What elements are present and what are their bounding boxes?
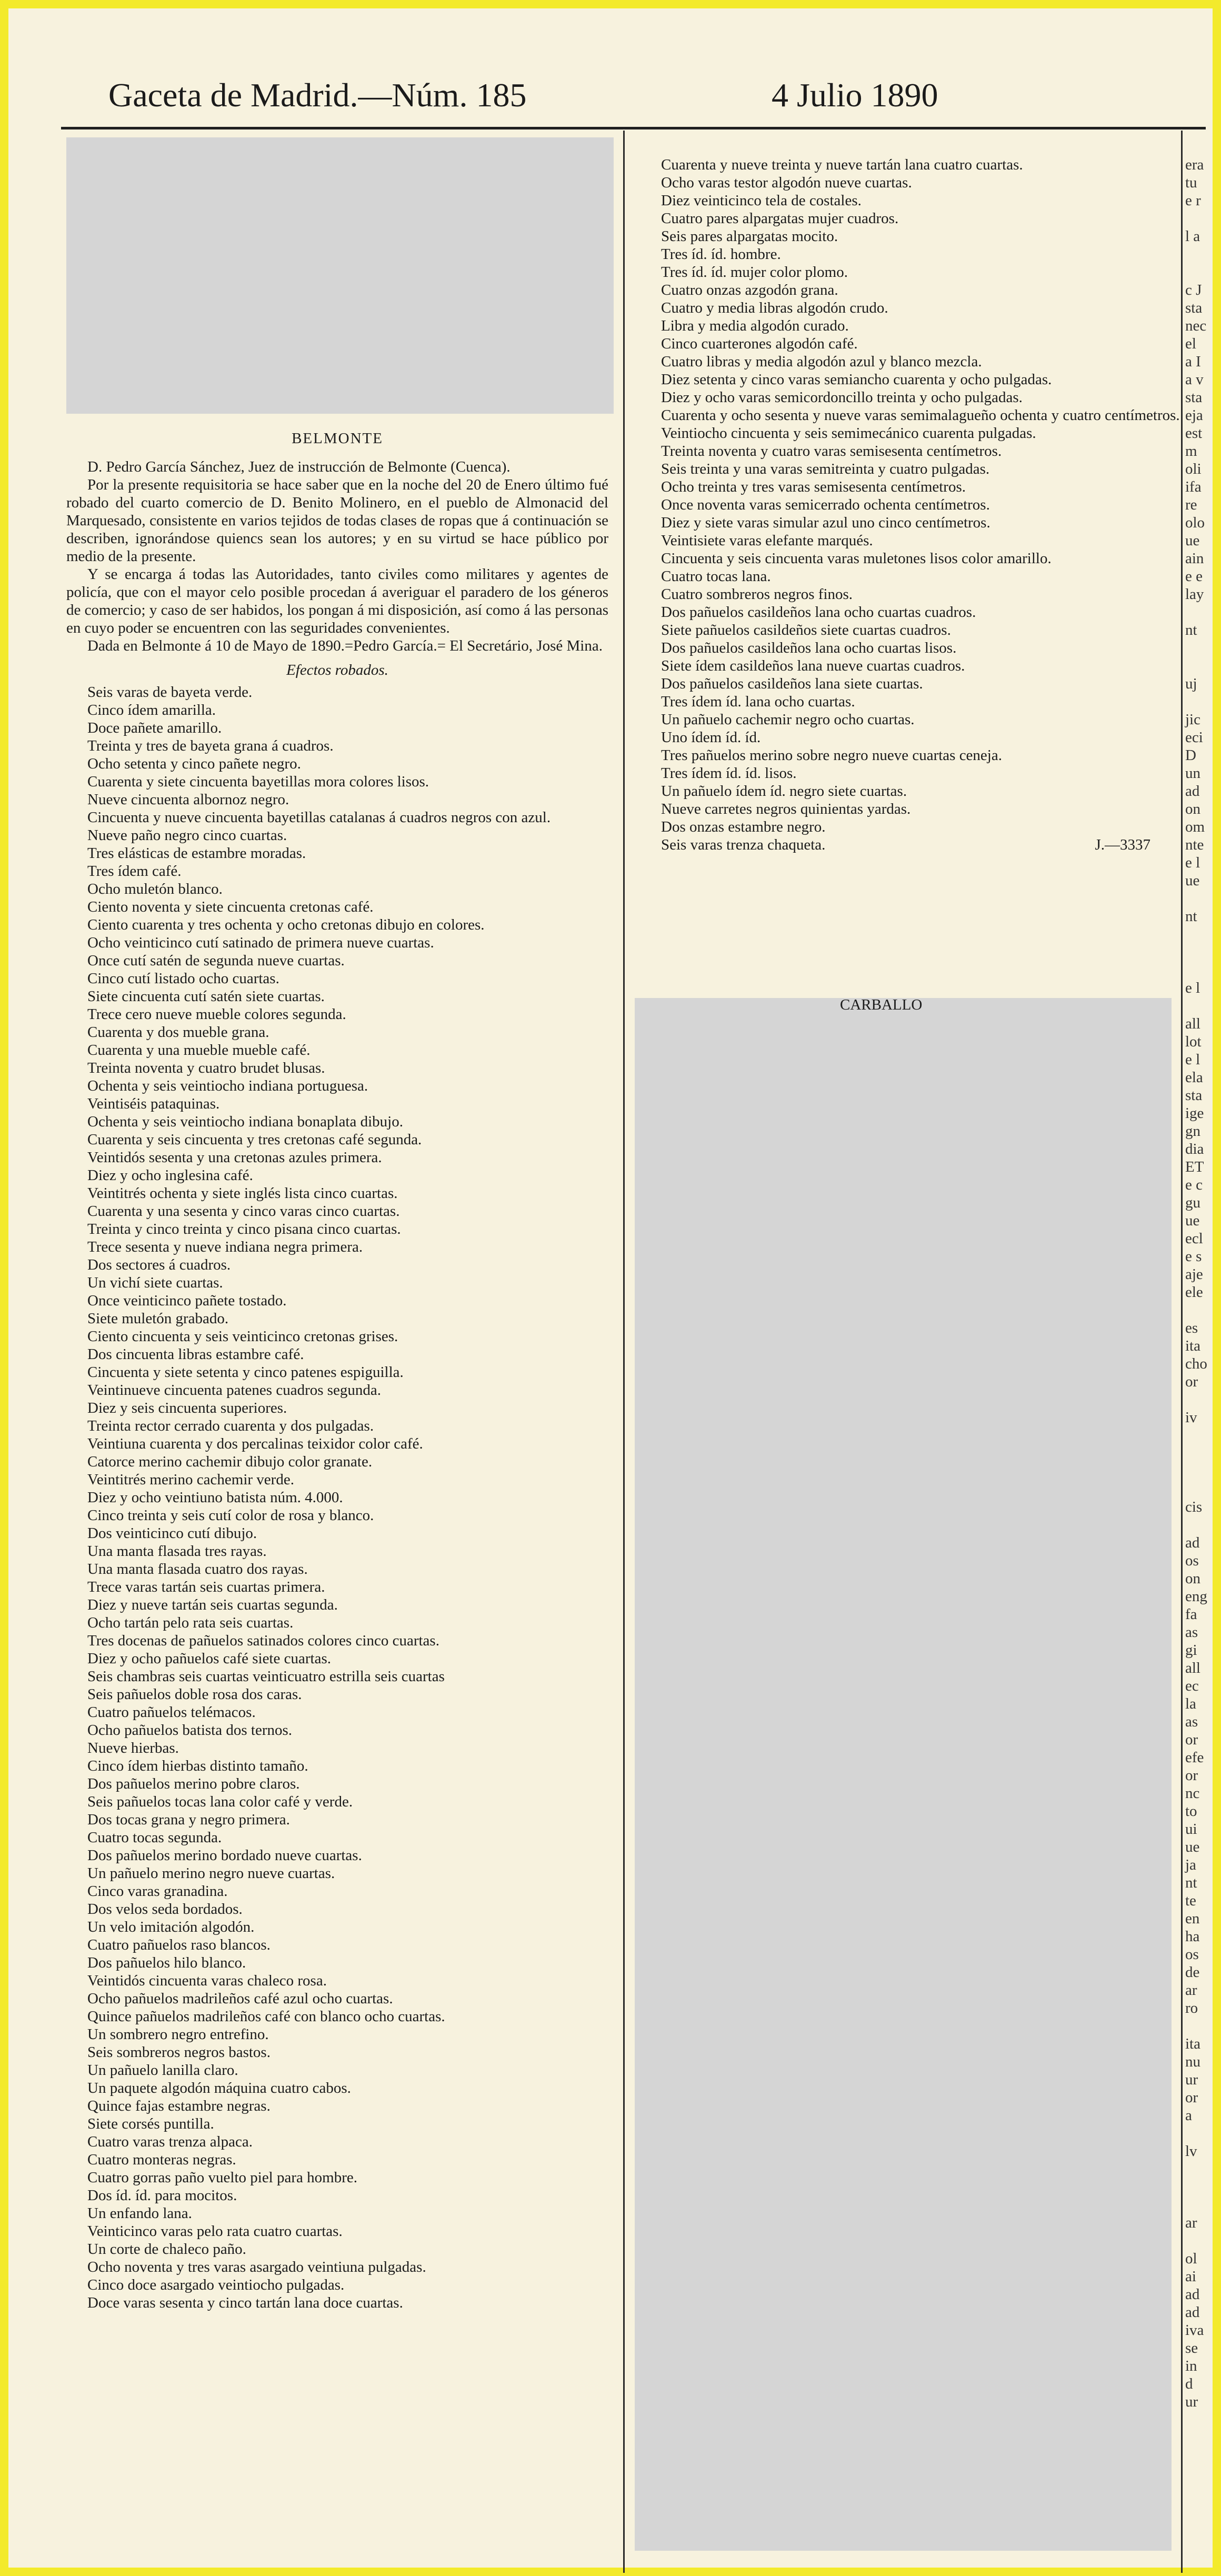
edge-fragment-line: eja bbox=[1185, 407, 1203, 424]
list-item: Veintisiete varas elefante marqués. bbox=[661, 532, 873, 549]
edge-fragment-line: ar bbox=[1185, 2214, 1197, 2231]
edge-fragment-line: a v bbox=[1185, 371, 1204, 388]
list-item: Quince fajas estambre negras. bbox=[87, 2098, 271, 2114]
list-item: Ocho noventa y tres varas asargado veintiuna pulgadas. bbox=[87, 2259, 426, 2275]
list-item: Ocho varas testor algodón nueve cuartas. bbox=[661, 174, 912, 191]
list-item: Cinco varas granadina. bbox=[87, 1883, 228, 1900]
edge-fragment-line bbox=[1185, 657, 1217, 675]
list-item: Tres docenas de pañuelos satinados colores cinco cuartas. bbox=[87, 1632, 439, 1649]
edge-fragment-line: la bbox=[1185, 1695, 1196, 1712]
edge-fragment-line: ita bbox=[1185, 2035, 1200, 2052]
list-item: Cinco treinta y seis cutí color de rosa y blanco. bbox=[87, 1507, 374, 1524]
list-item: Treinta y cinco treinta y cinco pisana cinco cuartas. bbox=[87, 1221, 401, 1237]
list-item: Cuatro varas trenza alpaca. bbox=[87, 2133, 253, 2150]
list-item: Once noventa varas semicerrado ochenta centímetros. bbox=[661, 496, 990, 513]
list-item: Dos íd. íd. para mocitos. bbox=[87, 2187, 237, 2204]
page-header bbox=[108, 72, 1035, 119]
list-item: Ciento cuarenta y tres ochenta y ocho cretonas dibujo en colores. bbox=[87, 916, 485, 933]
list-item: Treinta noventa y cuatro brudet blusas. bbox=[87, 1060, 325, 1076]
edge-fragment-line: en bbox=[1185, 1910, 1200, 1927]
list-item: Treinta y tres de bayeta grana á cuadros. bbox=[87, 737, 334, 754]
edge-fragment-line: efe bbox=[1185, 1749, 1204, 1766]
edge-fragment-line: te bbox=[1185, 1892, 1196, 1909]
list-item: Uno ídem íd. íd. bbox=[661, 729, 761, 746]
list-item: Cincuenta y seis cincuenta varas muletones lisos color amarillo. bbox=[661, 550, 1052, 567]
list-item: Un pañuelo lanilla claro. bbox=[87, 2062, 238, 2079]
edge-fragment-line bbox=[1185, 1301, 1217, 1319]
edge-fragment-line: nt bbox=[1185, 908, 1197, 925]
edge-fragment-line: ET bbox=[1185, 1159, 1204, 1175]
list-item: Diez y ocho pañuelos café siete cuartas. bbox=[87, 1650, 331, 1667]
edge-fragment-line: c J bbox=[1185, 282, 1202, 298]
edge-fragment-line: ita bbox=[1185, 1337, 1200, 1354]
list-item: Veintinueve cincuenta patenes cuadros segunda. bbox=[87, 1382, 382, 1399]
list-item: Cuatro pares alpargatas mujer cuadros. bbox=[661, 210, 899, 227]
edge-fragment-line: gu bbox=[1185, 1194, 1200, 1211]
list-item: Ocho pañuelos batista dos ternos. bbox=[87, 1722, 293, 1739]
edge-fragment-line: ad bbox=[1185, 2286, 1200, 2303]
list-item: Cinco cuarterones algodón café. bbox=[661, 335, 858, 352]
edge-fragment-line: ain bbox=[1185, 550, 1204, 567]
final-item-row bbox=[640, 836, 1182, 854]
edge-fragment-line: oli bbox=[1185, 461, 1202, 477]
list-item: Cuatro tocas lana. bbox=[661, 568, 771, 585]
edge-fragment-line: ue bbox=[1185, 872, 1200, 889]
edge-fragment-line: gi bbox=[1185, 1642, 1197, 1659]
edge-fragment-line bbox=[1185, 961, 1217, 979]
edge-fragment-line bbox=[1185, 2124, 1217, 2142]
list-item: Un vichí siete cuartas. bbox=[87, 1274, 223, 1291]
edge-fragment-line: or bbox=[1185, 1373, 1198, 1390]
edge-fragment-line: lot bbox=[1185, 1033, 1202, 1050]
list-item: Dos pañuelos casildeños lana ocho cuartas cuadros. bbox=[661, 604, 976, 621]
list-item: Ocho setenta y cinco pañete negro. bbox=[87, 755, 301, 772]
list-item: Seis sombreros negros bastos. bbox=[87, 2044, 271, 2061]
list-item: Ocho pañuelos madrileños café azul ocho cuartas. bbox=[87, 1990, 393, 2007]
list-item: Once veinticinco pañete tostado. bbox=[87, 1292, 287, 1309]
edge-fragment-line bbox=[1185, 943, 1217, 961]
list-item: Siete muletón grabado. bbox=[87, 1310, 229, 1327]
edge-fragment-line: uj bbox=[1185, 675, 1197, 692]
edge-fragment-line: lv bbox=[1185, 2143, 1197, 2160]
edge-fragment-line: ue bbox=[1185, 1212, 1200, 1229]
edge-fragment-line: l a bbox=[1185, 228, 1200, 245]
section-heading-belmonte: BELMONTE bbox=[292, 430, 383, 447]
list-item: Un enfando lana. bbox=[87, 2205, 192, 2222]
edge-fragment-line: e s bbox=[1185, 1248, 1202, 1265]
list-item: Diez y seis cincuenta superiores. bbox=[87, 1400, 287, 1416]
edge-fragment-line bbox=[1185, 1391, 1217, 1409]
edge-fragment-line bbox=[1185, 245, 1217, 263]
edge-fragment-line: or bbox=[1185, 2089, 1198, 2106]
edge-fragment-line: os bbox=[1185, 1946, 1199, 1963]
list-item: Seis pañuelos tocas lana color café y verde. bbox=[87, 1793, 353, 1810]
list-item: Siete cincuenta cutí satén siete cuartas. bbox=[87, 988, 325, 1005]
list-item: Dos tocas grana y negro primera. bbox=[87, 1811, 290, 1828]
list-item: Cinco cutí listado ocho cuartas. bbox=[87, 970, 279, 987]
list-item: Quince pañuelos madrileños café con blanco ocho cuartas. bbox=[87, 2008, 445, 2025]
edge-fragment-line: cis bbox=[1185, 1499, 1203, 1515]
edge-fragment-line bbox=[1185, 925, 1217, 943]
edge-fragment-line: olo bbox=[1185, 514, 1205, 531]
list-item: Seis varas trenza chaqueta. bbox=[661, 836, 826, 853]
edge-fragment-line: jic bbox=[1185, 711, 1200, 728]
edge-fragment-line: fa bbox=[1185, 1606, 1197, 1623]
edge-fragment-line bbox=[1185, 639, 1217, 657]
edge-fragment-line: nu bbox=[1185, 2053, 1200, 2070]
list-item: Cuatro onzas azgodón grana. bbox=[661, 282, 838, 298]
list-item: Diez y siete varas simular azul uno cinco centímetros. bbox=[661, 514, 990, 531]
list-item: Una manta flasada cuatro dos rayas. bbox=[87, 1561, 308, 1577]
edge-fragment-line: est bbox=[1185, 425, 1203, 442]
edge-fragment-line bbox=[1185, 2232, 1217, 2250]
list-item: Dos sectores á cuadros. bbox=[87, 1256, 231, 1273]
edge-fragment-line: ue bbox=[1185, 532, 1200, 549]
list-item: Siete corsés puntilla. bbox=[87, 2115, 214, 2132]
list-item: Tres elásticas de estambre moradas. bbox=[87, 845, 306, 862]
edge-fragment-line: ela bbox=[1185, 1069, 1203, 1086]
edge-fragment-line: e r bbox=[1185, 192, 1201, 209]
edge-fragment-line: iv bbox=[1185, 1409, 1197, 1426]
list-item: Un pañuelo ídem íd. negro siete cuartas. bbox=[661, 783, 907, 800]
edge-fragment-line: eci bbox=[1185, 729, 1203, 746]
gazette-title: Gaceta de Madrid.—Núm. 185 bbox=[108, 76, 527, 114]
list-item: Catorce merino cachemir dibujo color granate. bbox=[87, 1453, 373, 1470]
list-item: Diez y ocho veintiuno batista núm. 4.000. bbox=[87, 1489, 343, 1506]
edge-fragment-line: ur bbox=[1185, 2393, 1198, 2410]
edge-fragment-line: re bbox=[1185, 496, 1197, 513]
list-item: Tres íd. íd. hombre. bbox=[661, 246, 781, 263]
list-item: Trece varas tartán seis cuartas primera. bbox=[87, 1579, 325, 1595]
list-item: Cuarenta y seis cincuenta y tres cretonas café segunda. bbox=[87, 1131, 422, 1148]
list-item: Diez setenta y cinco varas semiancho cuarenta y ocho pulgadas. bbox=[661, 371, 1052, 388]
list-item: Diez veinticinco tela de costales. bbox=[661, 192, 862, 209]
cut-heading bbox=[840, 996, 945, 1003]
issue-date: 4 Julio 1890 bbox=[772, 76, 938, 114]
edge-fragment-line: to bbox=[1185, 1803, 1197, 1820]
edge-fragment-line bbox=[1185, 2160, 1217, 2178]
list-item: Cuatro y media libras algodón crudo. bbox=[661, 299, 888, 316]
list-item: Treinta noventa y cuatro varas semisesenta centímetros. bbox=[661, 443, 1002, 460]
edge-fragment-line bbox=[1185, 263, 1217, 281]
list-item: Dos pañuelos hilo blanco. bbox=[87, 1954, 246, 1971]
list-item: Ocho veinticinco cutí satinado de primera nueve cuartas. bbox=[87, 934, 434, 951]
list-item: Cincuenta y nueve cincuenta bayetillas catalanas á cuadros negros con azul. bbox=[87, 809, 551, 826]
edge-fragment-line: all bbox=[1185, 1660, 1200, 1676]
edge-fragment-line: as bbox=[1185, 1713, 1198, 1730]
edge-fragment-line: nc bbox=[1185, 1785, 1200, 1802]
list-item: Trece sesenta y nueve indiana negra primera. bbox=[87, 1239, 363, 1255]
list-item: Dos veinticinco cutí dibujo. bbox=[87, 1525, 257, 1542]
list-item: Seis treinta y una varas semitreinta y cuatro pulgadas. bbox=[661, 461, 990, 477]
edge-fragment-line: e e bbox=[1185, 568, 1203, 585]
list-item: Veinticinco varas pelo rata cuatro cuartas. bbox=[87, 2223, 343, 2240]
edge-fragment-line: ifa bbox=[1185, 478, 1202, 495]
edge-fragment-line: ro bbox=[1185, 2000, 1198, 2016]
list-item: Cuatro pañuelos telémacos. bbox=[87, 1704, 256, 1721]
list-item: Cuatro monteras negras. bbox=[87, 2151, 236, 2168]
edge-fragment-line: ui bbox=[1185, 1821, 1197, 1838]
edge-fragment-line bbox=[1185, 1444, 1217, 1462]
edge-fragment-line: e c bbox=[1185, 1176, 1203, 1193]
edge-fragment-line: era bbox=[1185, 156, 1204, 173]
list-item: Veintitrés merino cachemir verde. bbox=[87, 1471, 294, 1488]
edge-fragment-line: cho bbox=[1185, 1355, 1207, 1372]
list-item: Seis pañuelos doble rosa dos caras. bbox=[87, 1686, 302, 1703]
list-item: Tres ídem íd. íd. lisos. bbox=[661, 765, 797, 782]
column-rule-1 bbox=[623, 131, 625, 2573]
edge-fragment-line: ad bbox=[1185, 2304, 1200, 2321]
edge-fragment-line: se bbox=[1185, 2340, 1198, 2357]
paragraph-1: D. Pedro García Sánchez, Juez de instrucción de Belmonte (Cuenca). bbox=[87, 458, 511, 475]
stolen-items-list bbox=[66, 683, 608, 2312]
list-item: Ocho treinta y tres varas semisesenta centímetros. bbox=[661, 478, 966, 495]
reference-number: J.—3337 bbox=[1095, 836, 1150, 853]
edge-fragment-line: ja bbox=[1185, 1856, 1196, 1873]
list-item: Cinco doce asargado veintiocho pulgadas. bbox=[87, 2277, 345, 2293]
edge-fragment-line: ige bbox=[1185, 1105, 1204, 1122]
list-item: Cuatro pañuelos raso blancos. bbox=[87, 1936, 271, 1953]
list-item: Doce pañete amarillo. bbox=[87, 720, 222, 736]
list-item: Seis chambras seis cuartas veinticuatro estrilla seis cuartas bbox=[87, 1668, 445, 1685]
list-item: Cincuenta y siete setenta y cinco patenes espiguilla. bbox=[87, 1364, 404, 1381]
list-item: Un paquete algodón máquina cuatro cabos. bbox=[87, 2080, 351, 2096]
edge-fragment-line: nte bbox=[1185, 836, 1204, 853]
edge-fragment-line: a I bbox=[1185, 353, 1201, 370]
edge-fragment-line: ai bbox=[1185, 2268, 1196, 2285]
list-item: Cuatro sombreros negros finos. bbox=[661, 586, 853, 603]
edge-fragment-line bbox=[1185, 997, 1217, 1015]
list-item: Ciento noventa y siete cincuenta cretonas café. bbox=[87, 898, 374, 915]
edge-fragment-line: D bbox=[1185, 747, 1196, 764]
list-item: Once cutí satén de segunda nueve cuartas. bbox=[87, 952, 345, 969]
list-item: Dos onzas estambre negro. bbox=[661, 818, 826, 835]
list-item: Veintitrés ochenta y siete inglés lista cinco cuartas. bbox=[87, 1185, 398, 1202]
paragraph-2: Por la presente requisitoria se hace saber que en la noche del 20 de Enero último fué robado del cuarto comercio de D. Benito Molinero, en el pueblo de Almonacid del Marquesado, consistente en varios tejidos de todas clases de ropas que á continuación se describen, ignorándose quiencs sean los autores; y en su virtud se hace público por medio de la presente. bbox=[66, 476, 608, 565]
edge-fragment-line: all bbox=[1185, 1015, 1200, 1032]
list-item: Una manta flasada tres rayas. bbox=[87, 1543, 267, 1560]
edge-fragment-line bbox=[1185, 1516, 1217, 1534]
edge-fragment-line: tu bbox=[1185, 174, 1197, 191]
list-item: Cinco ídem amarilla. bbox=[87, 702, 216, 718]
edge-fragment-line: os bbox=[1185, 1552, 1199, 1569]
edge-fragment-line bbox=[1185, 693, 1217, 711]
list-item: Nueve carretes negros quinientas yardas. bbox=[661, 801, 911, 817]
list-item: Libra y media algodón curado. bbox=[661, 317, 849, 334]
left-column bbox=[66, 430, 608, 2312]
edge-fragment-line: ol bbox=[1185, 2250, 1197, 2267]
edge-fragment-line: as bbox=[1185, 1624, 1198, 1641]
edge-fragment-line: ecl bbox=[1185, 1230, 1203, 1247]
edge-fragment-line: es bbox=[1185, 1320, 1198, 1336]
list-item: Tres pañuelos merino sobre negro nueve cuartas ceneja. bbox=[661, 747, 1002, 764]
list-item: Dos velos seda bordados. bbox=[87, 1901, 243, 1918]
list-item: Veintidós sesenta y una cretonas azules primera. bbox=[87, 1149, 382, 1166]
list-item: Siete ídem casildeños lana nueve cuartas cuadros. bbox=[661, 657, 965, 674]
edge-fragment-line: ur bbox=[1185, 2071, 1198, 2088]
edge-fragment-line: e l bbox=[1185, 1051, 1200, 1068]
edge-fragment-line: nec bbox=[1185, 317, 1207, 334]
list-item: Trece cero nueve mueble colores segunda. bbox=[87, 1006, 346, 1023]
edge-fragment-line: om bbox=[1185, 818, 1205, 835]
paragraph-3: Y se encarga á todas las Autoridades, tanto civiles como militares y agentes de policía, que con el mayor celo posible procedan á averiguar el paradero de los géneros de comercio; y caso de ser habidos, los pongan á mi disposición, así como á las personas en cuyo poder se encuentren con las seguridades convenientes. bbox=[66, 566, 608, 636]
edge-fragment-line: on bbox=[1185, 801, 1200, 817]
edge-fragment-line: gn bbox=[1185, 1123, 1200, 1140]
list-item: Cuatro libras y media algodón azul y blanco mezcla. bbox=[661, 353, 982, 370]
list-item: Cuatro tocas segunda. bbox=[87, 1829, 222, 1846]
edge-fragment-line: ele bbox=[1185, 1284, 1203, 1301]
list-item: Dos pañuelos casildeños lana ocho cuartas lisos. bbox=[661, 640, 957, 656]
edge-fragment-line: nt bbox=[1185, 1874, 1197, 1891]
edge-fragment-line: in bbox=[1185, 2358, 1197, 2374]
edge-fragment-line: on bbox=[1185, 1570, 1200, 1587]
edge-fragment-line bbox=[1185, 1480, 1217, 1498]
list-item: Un pañuelo cachemir negro ocho cuartas. bbox=[661, 711, 915, 728]
edge-fragment-line: ar bbox=[1185, 1982, 1197, 1999]
edge-fragment-line: ec bbox=[1185, 1678, 1199, 1694]
edge-fragment-line: iva bbox=[1185, 2322, 1204, 2339]
edge-fragment-line bbox=[1185, 209, 1217, 227]
image-placeholder-bottom-right bbox=[635, 998, 1172, 2551]
list-item: Cuarenta y ocho sesenta y nueve varas semimalagueño ochenta y cuatro centímetros. bbox=[661, 407, 1180, 424]
edge-fragment-line: lay bbox=[1185, 586, 1204, 603]
list-item: Ochenta y seis veintiocho indiana portuguesa. bbox=[87, 1077, 368, 1094]
adjacent-column-fragment bbox=[1185, 156, 1217, 2556]
edge-fragment-line: sta bbox=[1185, 1087, 1203, 1104]
edge-fragment-line: e l bbox=[1185, 980, 1200, 996]
edge-fragment-line: m bbox=[1185, 443, 1197, 460]
list-item: Veintiséis pataquinas. bbox=[87, 1095, 220, 1112]
list-item: Tres ídem íd. lana ocho cuartas. bbox=[661, 693, 855, 710]
list-item: Treinta rector cerrado cuarenta y dos pulgadas. bbox=[87, 1417, 374, 1434]
list-item: Cuatro gorras paño vuelto piel para hombre. bbox=[87, 2169, 357, 2186]
edge-fragment-line: eng bbox=[1185, 1588, 1207, 1605]
list-item: Cuarenta y una sesenta y cinco varas cinco cuartas. bbox=[87, 1203, 400, 1220]
list-item: Diez y nueve tartán seis cuartas segunda. bbox=[87, 1596, 338, 1613]
list-item: Dos pañuelos merino pobre claros. bbox=[87, 1775, 300, 1792]
header-rule bbox=[61, 127, 1206, 129]
list-item: Un corte de chaleco paño. bbox=[87, 2241, 246, 2258]
image-placeholder-top-left bbox=[66, 137, 614, 414]
edge-fragment-line: e l bbox=[1185, 854, 1200, 871]
list-item: Cuarenta y siete cincuenta bayetillas mora colores lisos. bbox=[87, 773, 429, 790]
list-item: Seis pares alpargatas mocito. bbox=[661, 228, 838, 245]
list-item: Cinco ídem hierbas distinto tamaño. bbox=[87, 1758, 308, 1774]
edge-fragment-line: d bbox=[1185, 2375, 1193, 2392]
edge-fragment-line: dia bbox=[1185, 1141, 1204, 1157]
list-item: Siete pañuelos casildeños siete cuartas cuadros. bbox=[661, 622, 951, 638]
list-item: Diez y ocho varas semicordoncillo treinta y ocho pulgadas. bbox=[661, 389, 1023, 406]
list-item: Ciento cincuenta y seis veinticinco cretonas grises. bbox=[87, 1328, 398, 1345]
list-item: Nueve hierbas. bbox=[87, 1740, 179, 1756]
edge-fragment-line bbox=[1185, 2196, 1217, 2214]
edge-fragment-line bbox=[1185, 603, 1217, 621]
stolen-items-list-continued bbox=[640, 156, 1182, 836]
edge-fragment-line: ad bbox=[1185, 783, 1200, 800]
edge-fragment-line: de bbox=[1185, 1964, 1200, 1981]
list-item: Tres íd. íd. mujer color plomo. bbox=[661, 264, 848, 281]
list-item: Veintiuna cuarenta y dos percalinas teixidor color café. bbox=[87, 1435, 423, 1452]
list-item: Un pañuelo merino negro nueve cuartas. bbox=[87, 1865, 335, 1882]
list-item: Nueve paño negro cinco cuartas. bbox=[87, 827, 287, 844]
list-item: Cuarenta y una mueble mueble café. bbox=[87, 1042, 311, 1059]
list-item: Diez y ocho inglesina café. bbox=[87, 1167, 253, 1184]
edge-fragment-line: sta bbox=[1185, 389, 1203, 406]
edge-fragment-line: el bbox=[1185, 335, 1196, 352]
edge-fragment-line: ue bbox=[1185, 1839, 1200, 1855]
edge-fragment-line: ad bbox=[1185, 1534, 1200, 1551]
edge-fragment-line bbox=[1185, 1462, 1217, 1480]
list-item: Dos cincuenta libras estambre café. bbox=[87, 1346, 304, 1363]
list-item: Ocho muletón blanco. bbox=[87, 881, 223, 897]
list-item: Veintidós cincuenta varas chaleco rosa. bbox=[87, 1972, 327, 1989]
edge-fragment-line bbox=[1185, 2017, 1217, 2035]
list-item: Ochenta y seis veintiocho indiana bonaplata dibujo. bbox=[87, 1113, 403, 1130]
edge-fragment-line: nt bbox=[1185, 622, 1197, 638]
list-item: Doce varas sesenta y cinco tartán lana doce cuartas. bbox=[87, 2294, 403, 2311]
edge-fragment-line: a bbox=[1185, 2107, 1192, 2124]
right-column bbox=[640, 156, 1182, 854]
list-item: Ocho tartán pelo rata seis cuartas. bbox=[87, 1614, 294, 1631]
edge-fragment-line: or bbox=[1185, 1731, 1198, 1748]
edge-fragment-line: aje bbox=[1185, 1266, 1203, 1283]
list-item: Cuarenta y dos mueble grana. bbox=[87, 1024, 269, 1041]
edge-fragment-line bbox=[1185, 890, 1217, 907]
list-item: Nueve cincuenta albornoz negro. bbox=[87, 791, 289, 808]
edge-fragment-line: sta bbox=[1185, 299, 1203, 316]
list-item: Dos pañuelos casildeños lana siete cuartas. bbox=[661, 675, 923, 692]
list-item: Tres ídem café. bbox=[87, 863, 182, 880]
items-subheading: Efectos robados. bbox=[286, 662, 388, 678]
list-item: Seis varas de bayeta verde. bbox=[87, 684, 253, 701]
edge-fragment-line: un bbox=[1185, 765, 1200, 782]
edge-fragment-line: or bbox=[1185, 1767, 1198, 1784]
list-item: Dos pañuelos merino bordado nueve cuartas. bbox=[87, 1847, 362, 1864]
list-item: Un velo imitación algodón. bbox=[87, 1919, 255, 1935]
edge-fragment-line bbox=[1185, 1426, 1217, 1444]
paragraph-4: Dada en Belmonte á 10 de Mayo de 1890.=Pedro García.= El Secretário, José Mina. bbox=[87, 637, 603, 654]
list-item: Un sombrero negro entrefino. bbox=[87, 2026, 269, 2043]
list-item: Veintiocho cincuenta y seis semimecánico cuarenta pulgadas. bbox=[661, 425, 1036, 442]
edge-fragment-line bbox=[1185, 2178, 1217, 2196]
edge-fragment-line: ha bbox=[1185, 1928, 1200, 1945]
list-item: Cuarenta y nueve treinta y nueve tartán lana cuatro cuartas. bbox=[661, 156, 1023, 173]
